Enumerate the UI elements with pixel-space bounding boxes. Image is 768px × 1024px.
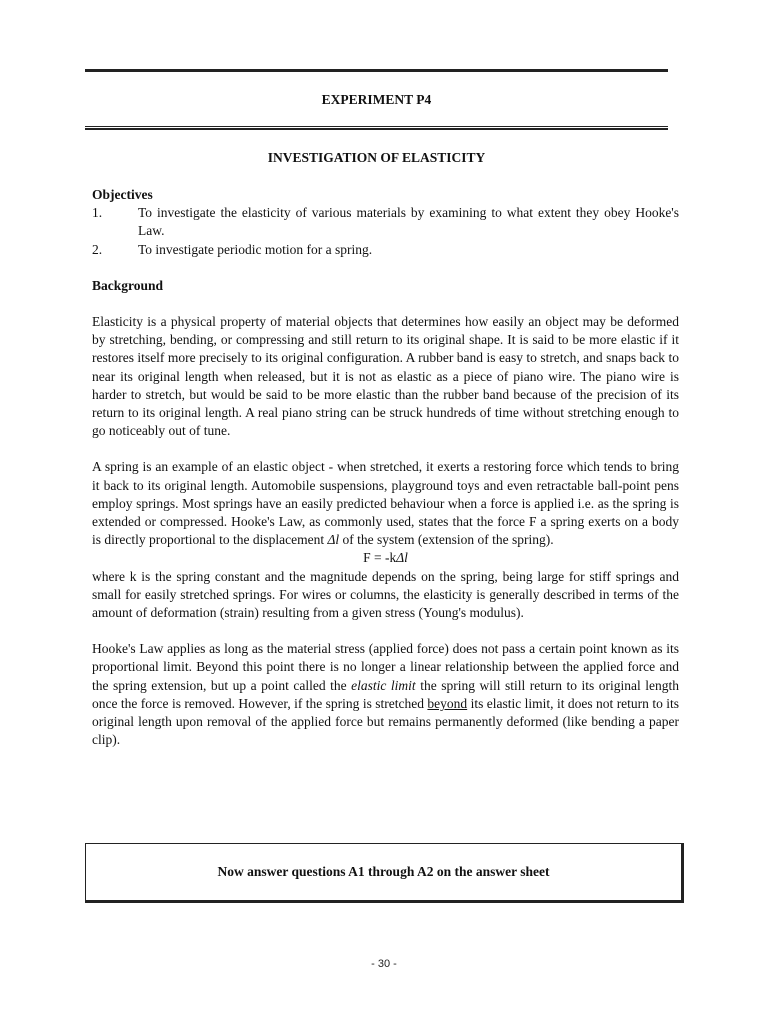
objectives-heading: Objectives	[92, 187, 153, 202]
list-item	[92, 241, 679, 259]
paragraph-text: the spring will still return to its original length once the force is removed. However, if the spring is stretched	[92, 677, 680, 711]
list-item-text: To investigate periodic motion for a spring.	[138, 241, 373, 257]
underlined-text: beyond	[427, 695, 468, 711]
list-item-text: To investigate the elasticity of various materials by examining to what extent they obey Hooke's Law.	[138, 205, 679, 239]
list-item	[92, 204, 679, 240]
equation-text: F = -k	[363, 550, 397, 566]
experiment-title: EXPERIMENT P4	[321, 92, 432, 107]
paragraph-spring	[92, 458, 679, 549]
paragraph-text: A spring is an example of an elastic object - when stretched, it exerts a restoring force which tends to bring it back to its original length. Automobile suspensions, playground toys and even retractable ball-point pens employ springs. Most springs have an easily predicted behaviour when a force is applied i.e. as the spring is extended or compressed. Hooke's Law, as commonly used, states that the force F a spring exerts on a body is directly proportional to the displacement	[92, 459, 679, 548]
list-item-number: 1.	[92, 205, 103, 221]
list-item-number: 2.	[92, 241, 103, 257]
equation-symbol: Δl	[396, 550, 408, 566]
paragraph-text: Hooke's Law applies as long as the material stress (applied force) does not pass a certain point known as its proportional limit. Beyond this point there is no longer a linear relationship between the applied force and the spring extension, but up a point called the	[92, 641, 679, 693]
objectives-list	[92, 204, 679, 259]
hookes-law-equation	[92, 549, 679, 567]
paragraph-spring-constant: where k is the spring constant and the magnitude depends on the spring, being large for stiff springs and small for easily stretched springs. For wires or columns, the elasticity is generally described in terms of the amount of deformation (strain) resulting from a given stress (Young's modulus).	[92, 568, 679, 621]
emphasis-text: elastic limit	[351, 677, 416, 693]
displacement-symbol: Δl	[327, 532, 340, 548]
page-number: - 30 -	[371, 958, 397, 970]
document-body	[92, 186, 679, 749]
header-rule-top	[85, 69, 668, 72]
paragraph-elasticity: Elasticity is a physical property of material objects that determines how easily an object may be deformed by stretching, bending, or compressing and still return to its original shape. It is said to be more elastic if it restores itself more precisely to its original configuration. A rubber band is easy to stretch, and snaps back to near its original length when released, but it is not as elastic as a piece of piano wire. The piano wire is harder to stretch, but would be said to be more elastic than the rubber band because of the precision of its return to its original length. A real piano string can be struck hundreds of time without stretching enough to go noticeably out of tune.	[92, 314, 679, 439]
paragraph-limits	[92, 640, 679, 749]
instruction-callout-box	[85, 843, 684, 903]
paragraph-text: of the system (extension of the spring).	[339, 532, 554, 548]
page-title: INVESTIGATION OF ELASTICITY	[267, 150, 486, 165]
header-rule-bottom	[85, 126, 668, 130]
paragraph-text: its elastic limit, it does not return to its original length upon removal of the applied force but remains permanently deformed (like bending a paper clip).	[92, 695, 680, 748]
callout-text: Now answer questions A1 through A2 on the answer sheet	[217, 864, 550, 879]
background-heading: Background	[92, 277, 164, 293]
